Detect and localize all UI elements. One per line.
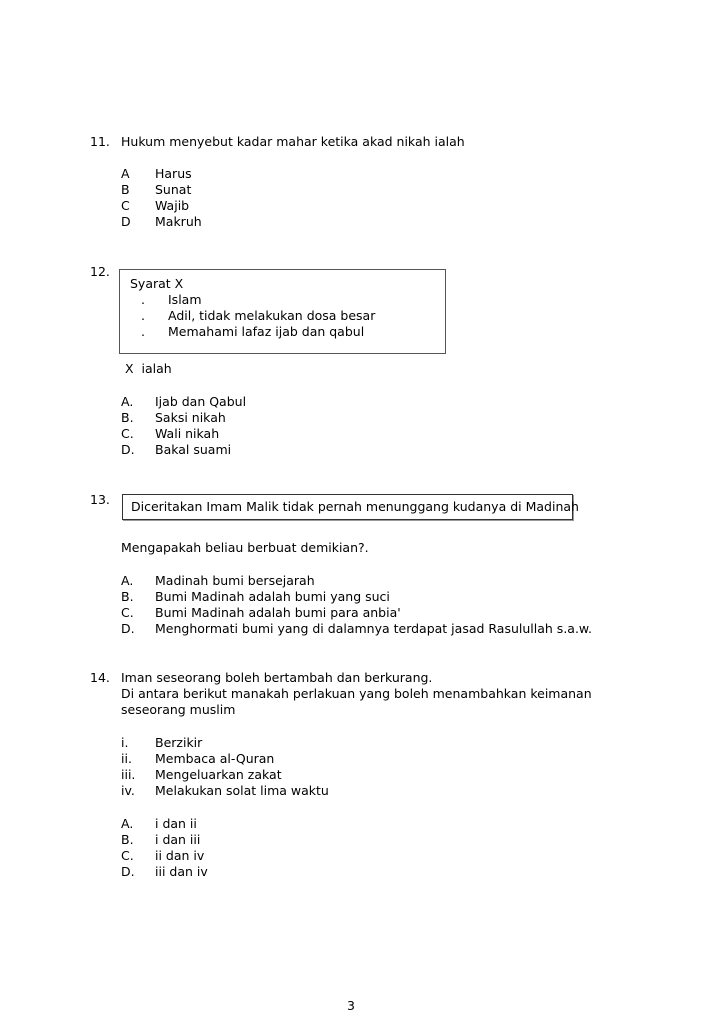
option-text: Wajib [155, 198, 190, 213]
stimulus-bullet: . [141, 324, 145, 339]
option-text: ii dan iv [155, 848, 205, 863]
stimulus-bullet: . [141, 308, 145, 323]
statement-text: Melakukan solat lima waktu [155, 783, 329, 798]
statement-numeral: ii. [121, 751, 132, 766]
option-text: iii dan iv [155, 864, 208, 879]
question-14-stem-line: Di antara berikut manakah perlakuan yang boleh menambahkan keimanan [121, 686, 592, 701]
statement-numeral: i. [121, 735, 129, 750]
option-text: Bumi Madinah adalah bumi para anbia' [155, 605, 401, 620]
question-14-number: 14. [90, 670, 110, 685]
option-letter: A. [121, 816, 134, 831]
option-text: Makruh [155, 214, 202, 229]
option-text: Wali nikah [155, 426, 220, 441]
option-letter: C. [121, 848, 134, 863]
option-text: Bumi Madinah adalah bumi yang suci [155, 589, 390, 604]
option-letter: D. [121, 442, 135, 457]
option-letter: A. [121, 394, 134, 409]
option-text: Harus [155, 166, 192, 181]
option-letter: D. [121, 864, 135, 879]
option-letter: B. [121, 410, 134, 425]
statement-numeral: iv. [121, 783, 135, 798]
option-text: Madinah bumi bersejarah [155, 573, 315, 588]
option-letter: C. [121, 605, 134, 620]
statement-text: Mengeluarkan zakat [155, 767, 282, 782]
option-text: Ijab dan Qabul [155, 394, 247, 409]
option-letter: C [121, 198, 130, 213]
stimulus-bullet: . [141, 292, 145, 307]
statement-text: Berzikir [155, 735, 203, 750]
stimulus-text: Diceritakan Imam Malik tidak pernah menunggang kudanya di Madinah [131, 499, 579, 514]
option-letter: D. [121, 621, 135, 636]
option-letter: B. [121, 589, 134, 604]
question-11-number: 11. [90, 134, 110, 149]
option-letter: C. [121, 426, 134, 441]
page-number: 3 [347, 998, 355, 1013]
option-text: Saksi nikah [155, 410, 226, 425]
option-letter: A [121, 166, 130, 181]
question-11-stem: Hukum menyebut kadar mahar ketika akad nikah ialah [121, 134, 465, 149]
statement-numeral: iii. [121, 767, 136, 782]
stimulus-item: Memahami lafaz ijab dan qabul [168, 324, 365, 339]
option-letter: D [121, 214, 131, 229]
question-12-stem: X ialah [125, 361, 172, 376]
question-13-stem: Mengapakah beliau berbuat demikian?. [121, 540, 369, 555]
stimulus-title: Syarat X [130, 276, 184, 291]
option-letter: B. [121, 832, 134, 847]
stimulus-item: Islam [168, 292, 202, 307]
option-letter: B [121, 182, 130, 197]
option-text: i dan iii [155, 832, 201, 847]
question-13-number: 13. [90, 492, 110, 507]
option-text: Sunat [155, 182, 192, 197]
option-text: Menghormati bumi yang di dalamnya terdapat jasad Rasulullah s.a.w. [155, 621, 592, 636]
stimulus-item: Adil, tidak melakukan dosa besar [168, 308, 376, 323]
question-14-stem-line: Iman seseorang boleh bertambah dan berkurang. [121, 670, 433, 685]
option-text: Bakal suami [155, 442, 232, 457]
option-letter: A. [121, 573, 134, 588]
question-14-stem-line: seseorang muslim [121, 702, 236, 717]
statement-text: Membaca al-Quran [155, 751, 275, 766]
question-12-number: 12. [90, 264, 110, 279]
option-text: i dan ii [155, 816, 197, 831]
